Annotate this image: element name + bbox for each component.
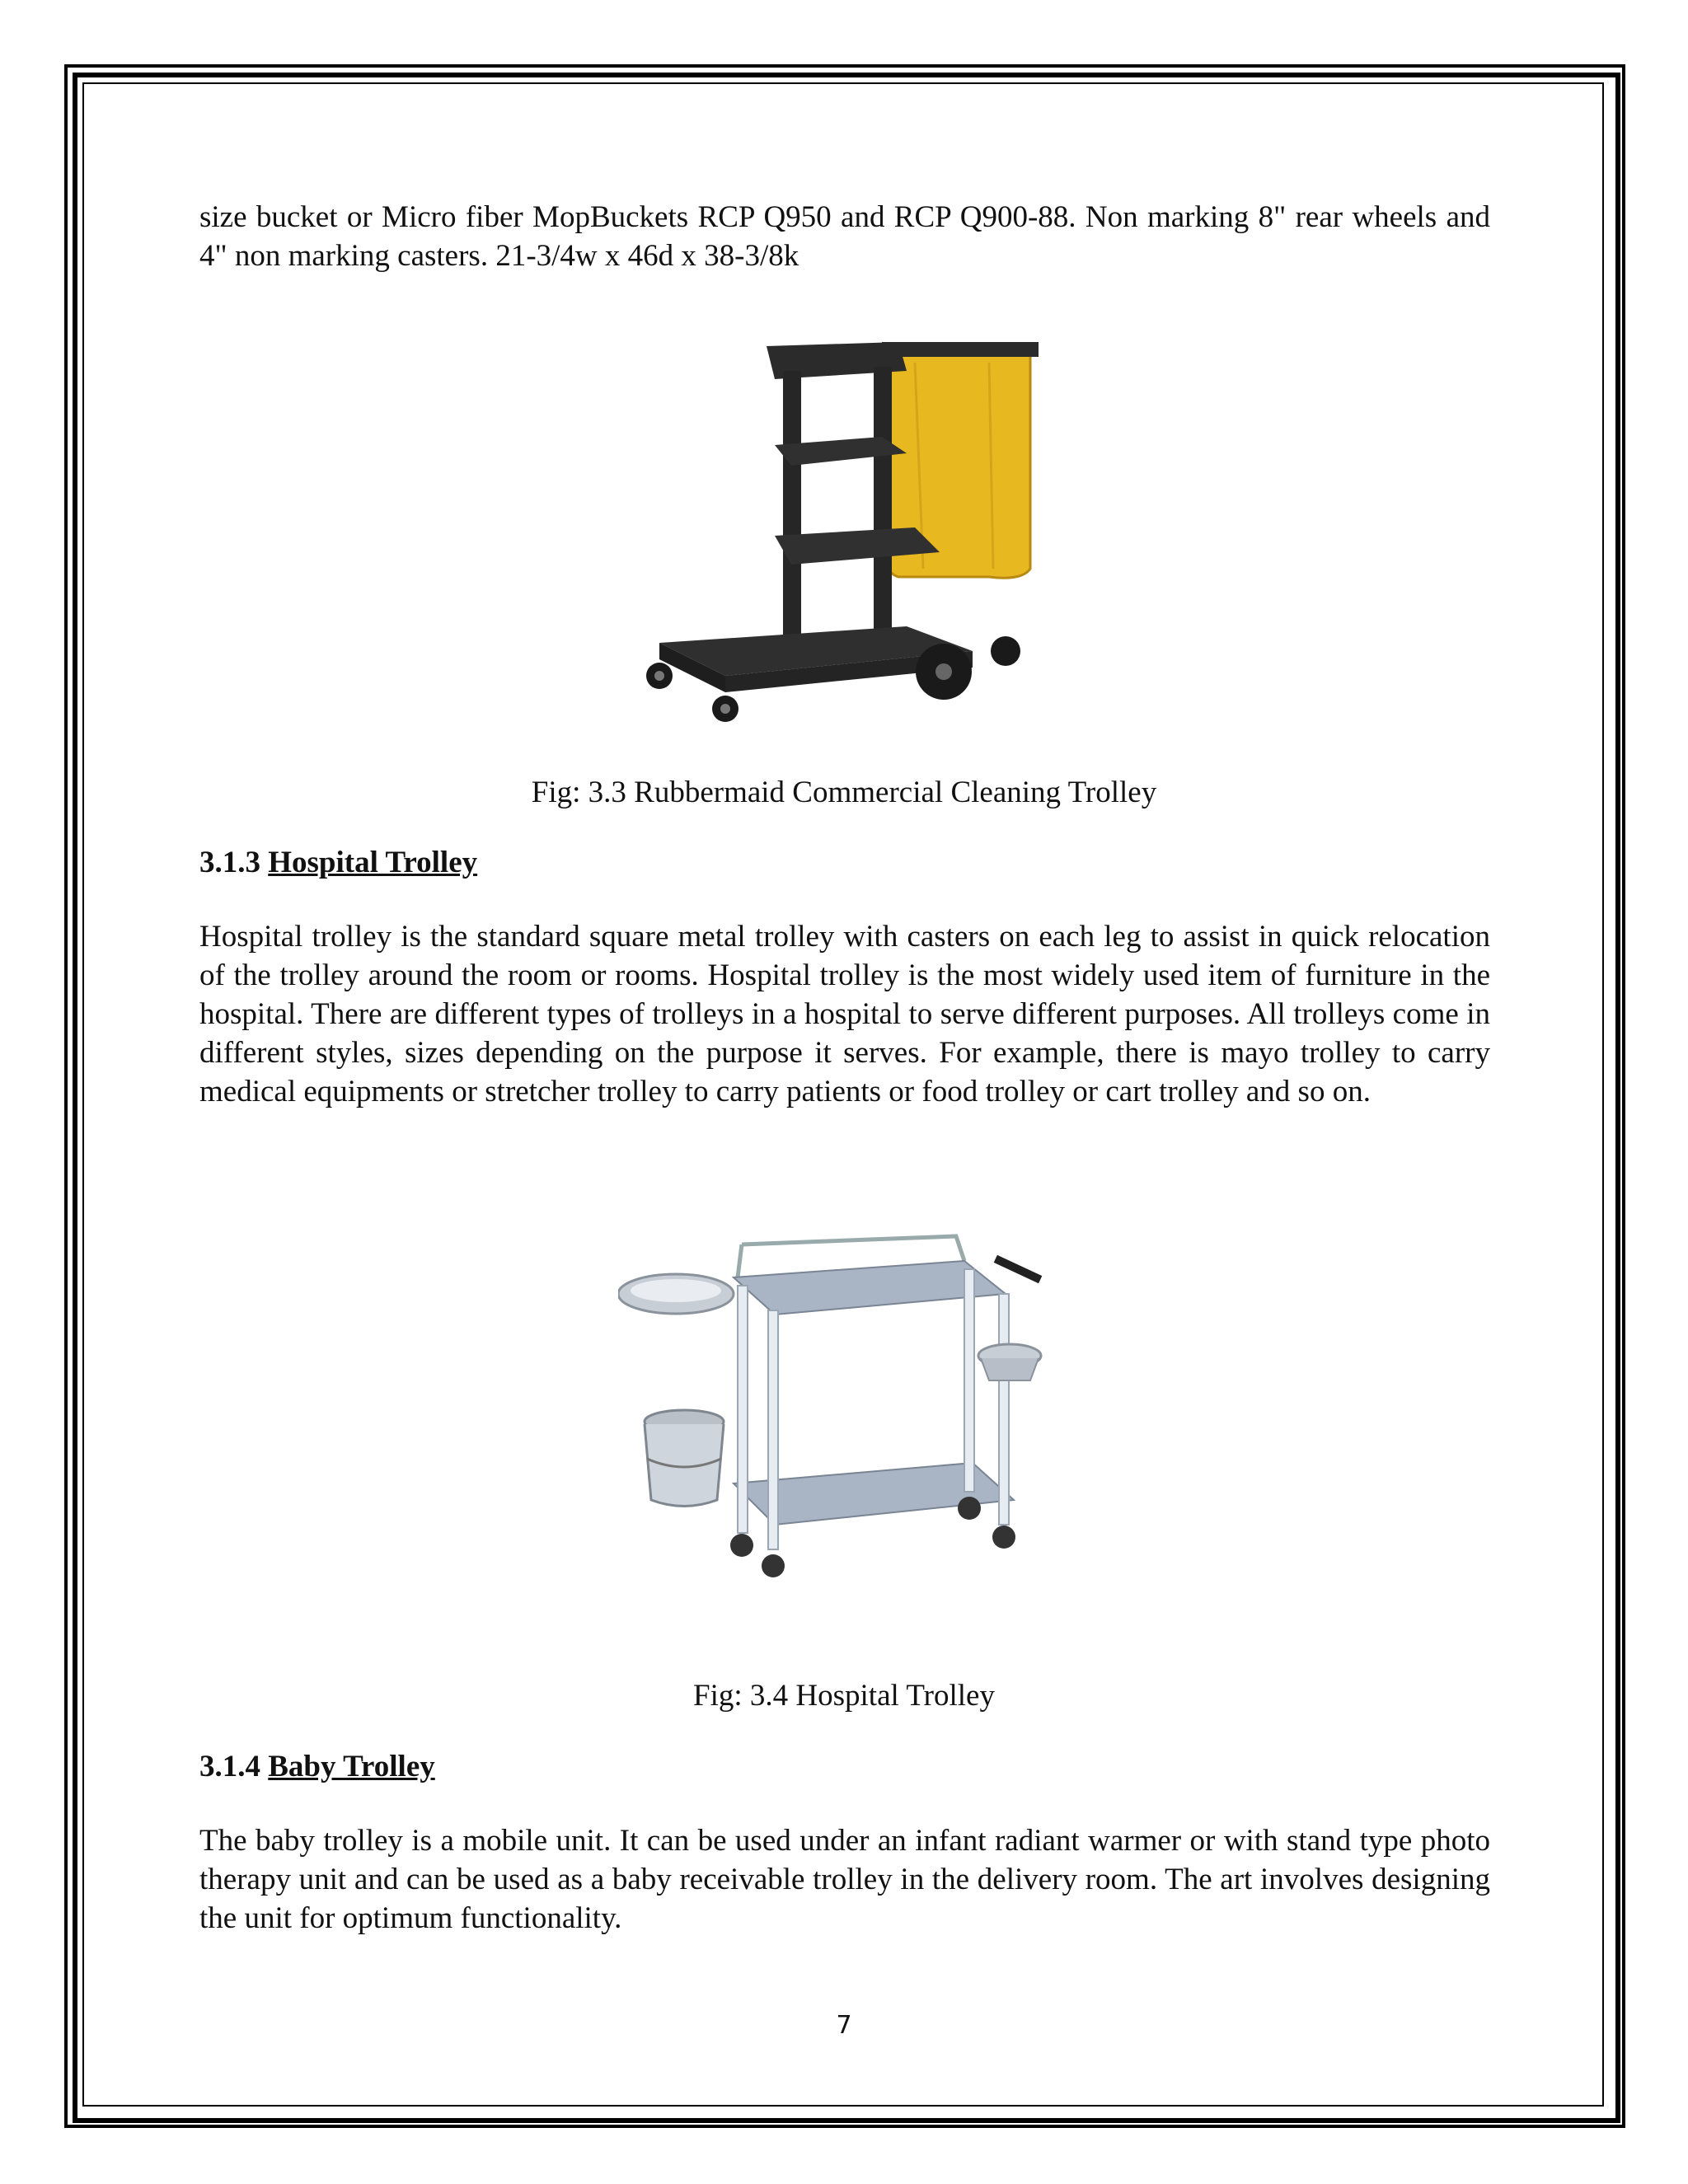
hospital-trolley-paragraph: Hospital trolley is the standard square metal trolley with casters on each leg to assist in quick relocation of the trolley around the room or rooms. Hospital trolley is the most widely used item of furniture in the hospital. There are different types of trolleys in a hospital to serve different purposes. All trolleys come in different styles, sizes depending on the purpose it serves. For example, there is mayo trolley to carry medical equipments or stretcher trolley to carry patients or food trolley or cart trolley and so on. (199, 920, 1490, 1108)
hospital-trolley-image (618, 1228, 1063, 1624)
section-number: 3.1.4 (199, 1750, 260, 1783)
figure-3-3-caption: Fig: 3.3 Rubbermaid Commercial Cleaning Trolley (531, 776, 1157, 809)
figure-3-4-caption: Fig: 3.4 Hospital Trolley (693, 1679, 995, 1713)
section-heading-baby-trolley (199, 1749, 435, 1784)
section-title: Hospital Trolley (268, 846, 478, 879)
baby-trolley-paragraph: The baby trolley is a mobile unit. It can be used under an infant radiant warmer or with stand type photo therapy unit and can be used as a baby receivable trolley in the delivery room. The art involves designing the unit for optimum functionality. (199, 1824, 1490, 1935)
page-number: 7 (836, 2011, 852, 2040)
section-title: Baby Trolley (268, 1750, 435, 1783)
section-heading-hospital-trolley (199, 845, 477, 880)
section-number: 3.1.3 (199, 846, 260, 879)
cleaning-trolley-image (626, 330, 1055, 725)
intro-paragraph: size bucket or Micro fiber MopBuckets RCP Q950 and RCP Q900-88. Non marking 8" rear wheels and 4" non marking casters. 21-3/4w x 46d x 38-3/8k (199, 200, 1490, 273)
